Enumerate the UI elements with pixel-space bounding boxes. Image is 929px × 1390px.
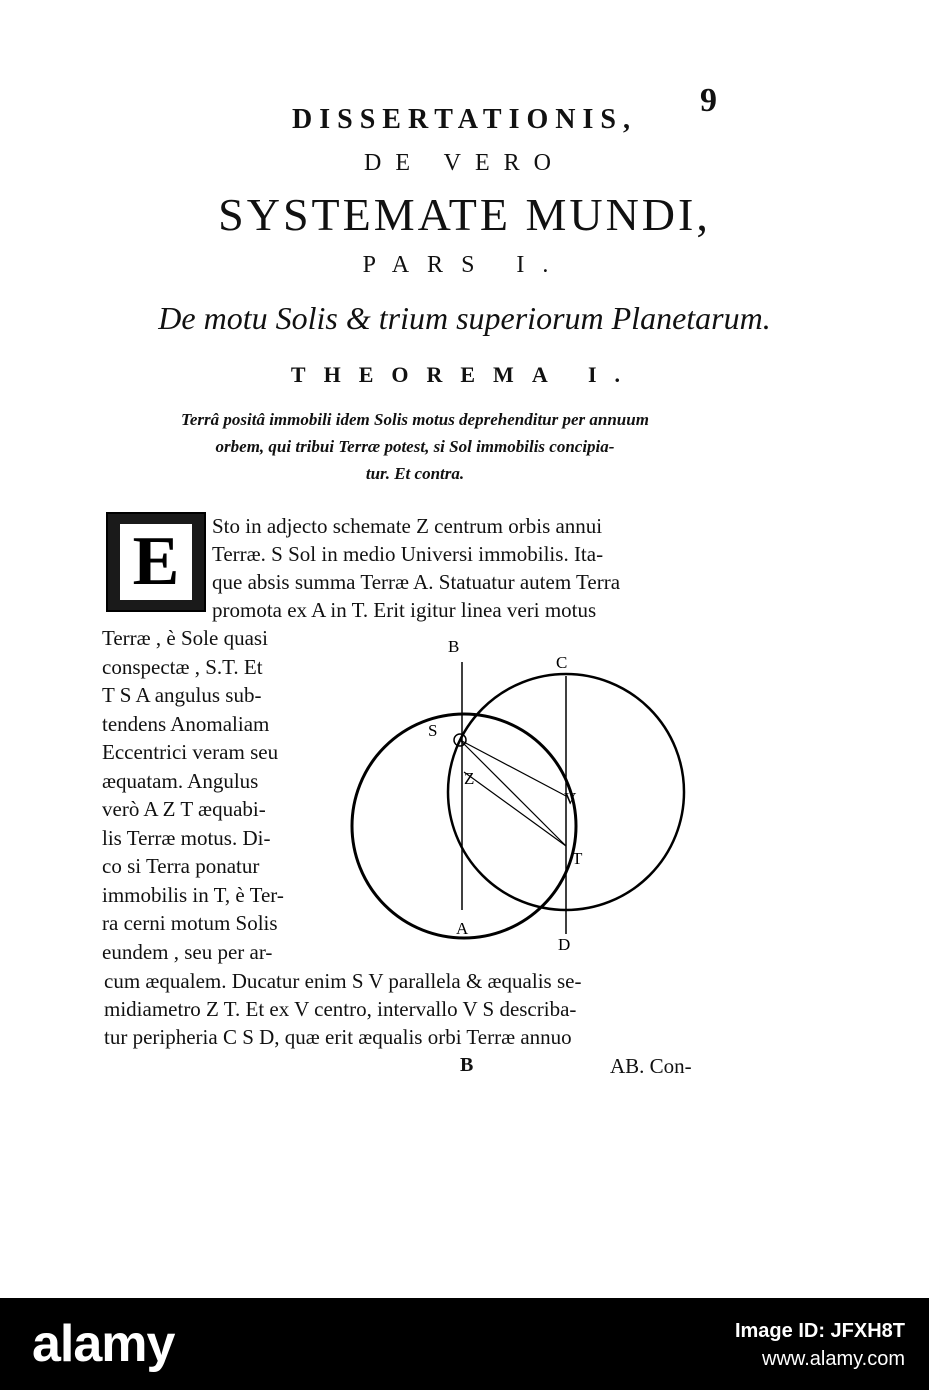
text-line: æquatam. Angulus	[102, 768, 259, 793]
text-line: T S A angulus sub-	[102, 683, 262, 707]
catchword: AB. Con-	[610, 1054, 692, 1078]
signature-mark: B	[460, 1054, 474, 1076]
text-line: tendens Anomaliam	[102, 711, 270, 736]
source-url: www.alamy.com	[762, 1348, 905, 1370]
text-line: verò A Z T æquabi-	[102, 797, 266, 821]
theorem-line: tur. Et contra.	[365, 464, 465, 483]
text-line: lis Terræ motus. Di-	[102, 825, 271, 850]
text-line: immobilis in T, è Ter-	[102, 882, 284, 907]
annual-orbit-circle	[352, 714, 576, 938]
text-line: cum æqualem. Ducatur enim S V parallela & æqualis se-	[104, 969, 582, 993]
page-number: 9	[700, 82, 717, 119]
title-systemate-mundi: SYSTEMATE MUNDI,	[218, 189, 711, 240]
text-line: ra cerni motum Solis	[102, 911, 278, 935]
label-c: C	[556, 653, 568, 672]
text-line: eundem , seu per ar-	[102, 939, 273, 964]
label-d: D	[558, 935, 571, 954]
brand-logo: alamy	[32, 1315, 175, 1373]
text-line: conspectæ , S.T. Et	[102, 654, 263, 679]
label-b: B	[448, 637, 460, 656]
theorem-line: Terrâ positâ immobili idem Solis motus deprehenditur per annuum	[181, 410, 649, 429]
theorem-title: THEOREMA I.	[290, 362, 639, 387]
label-a: A	[456, 919, 469, 938]
line-zt	[464, 772, 566, 846]
text-line: Eccentrici veram seu	[102, 740, 279, 764]
text-line: promota ex A in T. Erit igitur linea veri motus	[212, 598, 597, 622]
title-pars: PARS I.	[362, 252, 567, 278]
label-s: S	[428, 721, 438, 740]
theorem-line: orbem, qui tribui Terræ potest, si Sol immobilis concipia-	[215, 437, 615, 456]
left-column-text	[102, 624, 344, 966]
text-line: Terræ. S Sol in medio Universi immobilis. Ita-	[212, 542, 604, 566]
label-t: T	[572, 849, 583, 868]
theorem-statement	[100, 406, 730, 487]
text-line: co si Terra ponatur	[102, 854, 260, 878]
text-line: que absis summa Terræ A. Statuatur autem Terra	[212, 570, 621, 594]
image-id: Image ID: JFXH8T	[734, 1320, 905, 1342]
decorated-initial	[106, 512, 206, 612]
lead-paragraph	[212, 512, 728, 624]
orbit-diagram	[340, 632, 700, 962]
text-line: tur peripheria C S D, quæ erit æqualis orbi Terræ annuo	[104, 1025, 572, 1049]
title-dissertationis: DISSERTATIONIS,	[292, 104, 637, 135]
section-subtitle: De motu Solis & trium superiorum Planetarum.	[158, 300, 771, 336]
line-sv	[460, 740, 566, 796]
label-z: Z	[464, 769, 475, 788]
initial-letter: E	[120, 524, 192, 600]
full-width-paragraph	[104, 967, 728, 1051]
text-line: Terræ , è Sole quasi	[102, 626, 268, 650]
label-v: V	[564, 789, 577, 808]
title-de-vero: DE VERO	[364, 150, 565, 176]
text-line: midiametro Z T. Et ex V centro, intervallo V S describa-	[104, 997, 577, 1021]
text-line: Sto in adjecto schemate Z centrum orbis annui	[212, 514, 603, 538]
